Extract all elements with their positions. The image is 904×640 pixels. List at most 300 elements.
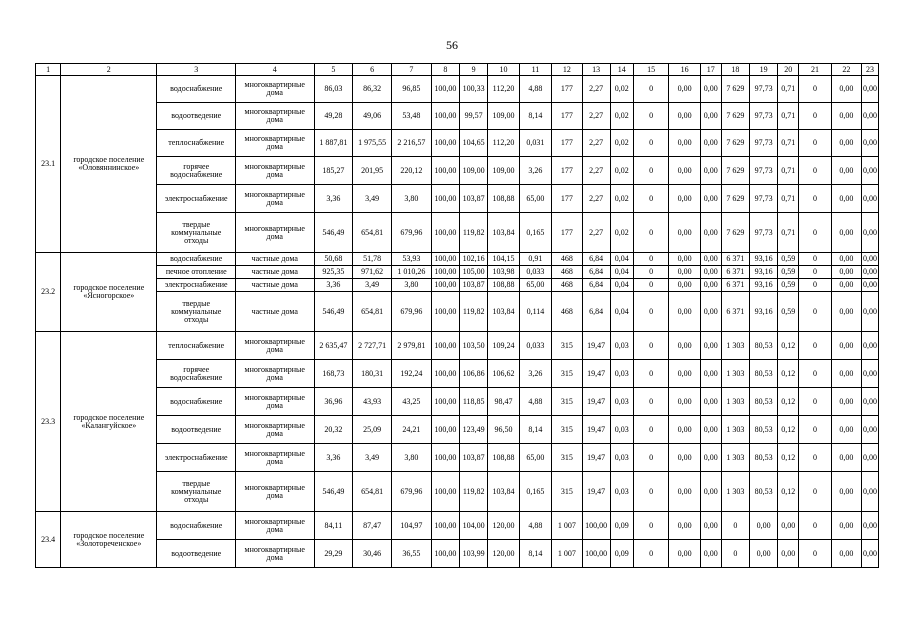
value-cell: 0,02 — [610, 213, 633, 253]
value-cell: 0,00 — [669, 292, 700, 332]
value-cell: 1 975,55 — [353, 130, 392, 157]
value-cell: 0,00 — [831, 76, 861, 103]
value-cell: 80,53 — [750, 360, 778, 388]
value-cell: 0,00 — [862, 292, 879, 332]
value-cell: 0 — [799, 185, 831, 213]
value-cell: 0,00 — [831, 292, 861, 332]
value-cell: 2 216,57 — [391, 130, 431, 157]
value-cell: 118,85 — [460, 388, 488, 416]
value-cell: 2,27 — [582, 130, 610, 157]
value-cell: 220,12 — [391, 157, 431, 185]
value-cell: 0,00 — [862, 253, 879, 266]
value-cell: 971,62 — [353, 266, 392, 279]
value-cell: 0,00 — [831, 103, 861, 130]
value-cell: 104,97 — [391, 512, 431, 540]
value-cell: 30,46 — [353, 540, 392, 568]
value-cell: 3,49 — [353, 444, 392, 472]
value-cell: 0,71 — [778, 213, 799, 253]
value-cell: 24,21 — [391, 416, 431, 444]
value-cell: 7 629 — [721, 103, 749, 130]
value-cell: 97,73 — [750, 103, 778, 130]
service-name: горячее водоснабжение — [157, 360, 236, 388]
value-cell: 84,11 — [314, 512, 353, 540]
value-cell: 0,00 — [831, 512, 861, 540]
value-cell: 65,00 — [519, 279, 551, 292]
value-cell: 53,48 — [391, 103, 431, 130]
table-row — [36, 360, 879, 388]
value-cell: 4,88 — [519, 76, 551, 103]
value-cell: 0,033 — [519, 332, 551, 360]
value-cell: 109,00 — [488, 157, 519, 185]
value-cell: 0,02 — [610, 185, 633, 213]
value-cell: 100,33 — [460, 76, 488, 103]
value-cell: 49,06 — [353, 103, 392, 130]
value-cell: 0,00 — [862, 540, 879, 568]
value-cell: 100,00 — [431, 103, 459, 130]
value-cell: 0,04 — [610, 266, 633, 279]
value-cell: 119,82 — [460, 292, 488, 332]
value-cell: 97,73 — [750, 157, 778, 185]
value-cell: 100,00 — [431, 292, 459, 332]
housing-type: многоквартирные дома — [235, 540, 314, 568]
value-cell: 3,80 — [391, 279, 431, 292]
value-cell: 654,81 — [353, 213, 392, 253]
column-number: 7 — [391, 64, 431, 76]
value-cell: 2,27 — [582, 213, 610, 253]
settlement-name: городское поселение «Калангуйское» — [61, 332, 157, 512]
value-cell: 0 — [633, 253, 669, 266]
value-cell: 0,00 — [862, 213, 879, 253]
value-cell: 1 303 — [721, 388, 749, 416]
value-cell: 19,47 — [582, 444, 610, 472]
value-cell: 0,00 — [669, 512, 700, 540]
housing-type: многоквартирные дома — [235, 444, 314, 472]
value-cell: 0,04 — [610, 292, 633, 332]
value-cell: 0,00 — [862, 388, 879, 416]
value-cell: 654,81 — [353, 472, 392, 512]
value-cell: 4,88 — [519, 388, 551, 416]
housing-type: многоквартирные дома — [235, 130, 314, 157]
value-cell: 0 — [799, 388, 831, 416]
value-cell: 0,00 — [700, 279, 721, 292]
value-cell: 468 — [552, 292, 582, 332]
value-cell: 0 — [799, 253, 831, 266]
value-cell: 0 — [633, 512, 669, 540]
value-cell: 1 887,81 — [314, 130, 353, 157]
value-cell: 0,00 — [750, 540, 778, 568]
value-cell: 19,47 — [582, 360, 610, 388]
value-cell: 36,55 — [391, 540, 431, 568]
tariff-table — [35, 63, 879, 568]
value-cell: 0 — [721, 540, 749, 568]
settlement-name: городское поселение «Оловяннинское» — [61, 76, 157, 253]
table-row — [36, 444, 879, 472]
value-cell: 0,00 — [862, 512, 879, 540]
value-cell: 100,00 — [431, 185, 459, 213]
value-cell: 100,00 — [431, 157, 459, 185]
value-cell: 0,00 — [862, 157, 879, 185]
value-cell: 0,00 — [669, 416, 700, 444]
value-cell: 0,71 — [778, 76, 799, 103]
value-cell: 105,00 — [460, 266, 488, 279]
table-row — [36, 388, 879, 416]
value-cell: 0,00 — [831, 332, 861, 360]
value-cell: 98,47 — [488, 388, 519, 416]
value-cell: 654,81 — [353, 292, 392, 332]
value-cell: 3,26 — [519, 360, 551, 388]
value-cell: 97,73 — [750, 130, 778, 157]
value-cell: 185,27 — [314, 157, 353, 185]
value-cell: 3,36 — [314, 185, 353, 213]
value-cell: 0,00 — [700, 213, 721, 253]
value-cell: 0 — [633, 292, 669, 332]
value-cell: 7 629 — [721, 185, 749, 213]
value-cell: 103,99 — [460, 540, 488, 568]
housing-type: частные дома — [235, 266, 314, 279]
service-name: водоснабжение — [157, 512, 236, 540]
value-cell: 108,88 — [488, 185, 519, 213]
service-name: твердые коммунальные отходы — [157, 472, 236, 512]
value-cell: 468 — [552, 253, 582, 266]
value-cell: 20,32 — [314, 416, 353, 444]
value-cell: 0,09 — [610, 540, 633, 568]
value-cell: 25,09 — [353, 416, 392, 444]
column-number: 3 — [157, 64, 236, 76]
value-cell: 0 — [799, 512, 831, 540]
column-number: 20 — [778, 64, 799, 76]
housing-type: частные дома — [235, 279, 314, 292]
value-cell: 2,27 — [582, 157, 610, 185]
value-cell: 0,00 — [669, 279, 700, 292]
value-cell: 192,24 — [391, 360, 431, 388]
value-cell: 1 007 — [552, 512, 582, 540]
value-cell: 100,00 — [431, 444, 459, 472]
value-cell: 100,00 — [431, 360, 459, 388]
value-cell: 7 629 — [721, 213, 749, 253]
value-cell: 0,12 — [778, 360, 799, 388]
value-cell: 106,86 — [460, 360, 488, 388]
value-cell: 168,73 — [314, 360, 353, 388]
table-row — [36, 472, 879, 512]
value-cell: 0 — [799, 292, 831, 332]
value-cell: 0,00 — [862, 360, 879, 388]
value-cell: 0 — [799, 157, 831, 185]
group-id: 23.3 — [36, 332, 61, 512]
value-cell: 0,00 — [831, 157, 861, 185]
column-number: 12 — [552, 64, 582, 76]
value-cell: 102,16 — [460, 253, 488, 266]
value-cell: 0,00 — [669, 213, 700, 253]
housing-type: многоквартирные дома — [235, 332, 314, 360]
value-cell: 108,88 — [488, 444, 519, 472]
value-cell: 177 — [552, 103, 582, 130]
housing-type: многоквартирные дома — [235, 76, 314, 103]
value-cell: 112,20 — [488, 130, 519, 157]
value-cell: 315 — [552, 388, 582, 416]
value-cell: 7 629 — [721, 130, 749, 157]
value-cell: 0 — [799, 76, 831, 103]
value-cell: 0,114 — [519, 292, 551, 332]
value-cell: 0,00 — [669, 444, 700, 472]
value-cell: 6 371 — [721, 266, 749, 279]
value-cell: 0,12 — [778, 416, 799, 444]
value-cell: 546,49 — [314, 292, 353, 332]
value-cell: 100,00 — [431, 388, 459, 416]
service-name: водоотведение — [157, 416, 236, 444]
value-cell: 0,71 — [778, 157, 799, 185]
value-cell: 0,00 — [831, 360, 861, 388]
value-cell: 0,00 — [700, 185, 721, 213]
value-cell: 0,00 — [700, 360, 721, 388]
value-cell: 0,00 — [831, 213, 861, 253]
value-cell: 86,03 — [314, 76, 353, 103]
value-cell: 0,12 — [778, 472, 799, 512]
value-cell: 0,00 — [700, 292, 721, 332]
value-cell: 0,00 — [831, 444, 861, 472]
value-cell: 0,00 — [700, 253, 721, 266]
value-cell: 100,00 — [431, 416, 459, 444]
value-cell: 103,84 — [488, 213, 519, 253]
value-cell: 80,53 — [750, 388, 778, 416]
value-cell: 0,00 — [669, 540, 700, 568]
value-cell: 2 635,47 — [314, 332, 353, 360]
value-cell: 100,00 — [431, 253, 459, 266]
value-cell: 0,00 — [700, 130, 721, 157]
housing-type: многоквартирные дома — [235, 388, 314, 416]
service-name: водоотведение — [157, 103, 236, 130]
value-cell: 0 — [799, 266, 831, 279]
value-cell: 0,00 — [669, 157, 700, 185]
housing-type: многоквартирные дома — [235, 512, 314, 540]
value-cell: 0,71 — [778, 185, 799, 213]
value-cell: 19,47 — [582, 388, 610, 416]
service-name: теплоснабжение — [157, 332, 236, 360]
value-cell: 0 — [799, 416, 831, 444]
value-cell: 3,80 — [391, 185, 431, 213]
value-cell: 6 371 — [721, 279, 749, 292]
value-cell: 0,033 — [519, 266, 551, 279]
column-number: 2 — [61, 64, 157, 76]
value-cell: 0,00 — [862, 103, 879, 130]
value-cell: 0,03 — [610, 332, 633, 360]
value-cell: 53,93 — [391, 253, 431, 266]
value-cell: 3,80 — [391, 444, 431, 472]
value-cell: 177 — [552, 130, 582, 157]
value-cell: 0,12 — [778, 332, 799, 360]
housing-type: многоквартирные дома — [235, 360, 314, 388]
value-cell: 96,85 — [391, 76, 431, 103]
value-cell: 97,73 — [750, 213, 778, 253]
value-cell: 100,00 — [431, 130, 459, 157]
value-cell: 468 — [552, 279, 582, 292]
value-cell: 50,68 — [314, 253, 353, 266]
value-cell: 49,28 — [314, 103, 353, 130]
service-name: теплоснабжение — [157, 130, 236, 157]
value-cell: 0,00 — [831, 388, 861, 416]
value-cell: 2,27 — [582, 76, 610, 103]
column-number: 14 — [610, 64, 633, 76]
value-cell: 177 — [552, 213, 582, 253]
column-number: 10 — [488, 64, 519, 76]
value-cell: 6 371 — [721, 292, 749, 332]
table-row — [36, 332, 879, 360]
housing-type: частные дома — [235, 253, 314, 266]
value-cell: 0,71 — [778, 130, 799, 157]
table-row — [36, 512, 879, 540]
column-number: 5 — [314, 64, 353, 76]
value-cell: 3,49 — [353, 279, 392, 292]
value-cell: 0,59 — [778, 292, 799, 332]
value-cell: 1 303 — [721, 332, 749, 360]
housing-type: частные дома — [235, 292, 314, 332]
value-cell: 0,91 — [519, 253, 551, 266]
value-cell: 0,00 — [862, 76, 879, 103]
value-cell: 103,50 — [460, 332, 488, 360]
value-cell: 0,00 — [831, 185, 861, 213]
value-cell: 0 — [799, 279, 831, 292]
table-row — [36, 76, 879, 103]
value-cell: 104,00 — [460, 512, 488, 540]
value-cell: 0,00 — [862, 444, 879, 472]
value-cell: 0 — [799, 103, 831, 130]
column-number: 13 — [582, 64, 610, 76]
value-cell: 0,00 — [669, 130, 700, 157]
value-cell: 0,00 — [778, 512, 799, 540]
table-row — [36, 416, 879, 444]
value-cell: 65,00 — [519, 444, 551, 472]
service-name: водоотведение — [157, 540, 236, 568]
table-row — [36, 185, 879, 213]
value-cell: 2 727,71 — [353, 332, 392, 360]
value-cell: 925,35 — [314, 266, 353, 279]
value-cell: 100,00 — [431, 76, 459, 103]
value-cell: 6,84 — [582, 253, 610, 266]
value-cell: 93,16 — [750, 266, 778, 279]
value-cell: 0,59 — [778, 279, 799, 292]
value-cell: 103,98 — [488, 266, 519, 279]
value-cell: 103,84 — [488, 472, 519, 512]
column-number: 11 — [519, 64, 551, 76]
value-cell: 100,00 — [431, 472, 459, 512]
value-cell: 0 — [799, 540, 831, 568]
value-cell: 93,16 — [750, 279, 778, 292]
value-cell: 0 — [633, 213, 669, 253]
value-cell: 0,00 — [862, 266, 879, 279]
housing-type: многоквартирные дома — [235, 472, 314, 512]
value-cell: 19,47 — [582, 416, 610, 444]
value-cell: 0 — [633, 360, 669, 388]
column-number: 16 — [669, 64, 700, 76]
value-cell: 36,96 — [314, 388, 353, 416]
value-cell: 1 010,26 — [391, 266, 431, 279]
value-cell: 0,00 — [862, 472, 879, 512]
value-cell: 0,00 — [669, 185, 700, 213]
value-cell: 93,16 — [750, 292, 778, 332]
value-cell: 0,00 — [700, 103, 721, 130]
value-cell: 80,53 — [750, 444, 778, 472]
table-row — [36, 253, 879, 266]
service-name: электроснабжение — [157, 185, 236, 213]
value-cell: 1 303 — [721, 472, 749, 512]
value-cell: 0,00 — [700, 444, 721, 472]
value-cell: 8,14 — [519, 416, 551, 444]
value-cell: 679,96 — [391, 213, 431, 253]
value-cell: 0,71 — [778, 103, 799, 130]
value-cell: 19,47 — [582, 472, 610, 512]
value-cell: 96,50 — [488, 416, 519, 444]
service-name: водоснабжение — [157, 253, 236, 266]
value-cell: 679,96 — [391, 472, 431, 512]
value-cell: 0,00 — [831, 130, 861, 157]
service-name: твердые коммунальные отходы — [157, 292, 236, 332]
page-number: 56 — [446, 38, 458, 52]
value-cell: 100,00 — [431, 266, 459, 279]
value-cell: 0,02 — [610, 157, 633, 185]
value-cell: 43,93 — [353, 388, 392, 416]
settlement-name: городское поселение «Ясногорское» — [61, 253, 157, 332]
value-cell: 0,00 — [669, 332, 700, 360]
value-cell: 103,87 — [460, 279, 488, 292]
value-cell: 0,00 — [862, 332, 879, 360]
value-cell: 0,00 — [700, 512, 721, 540]
value-cell: 87,47 — [353, 512, 392, 540]
column-number: 18 — [721, 64, 749, 76]
value-cell: 97,73 — [750, 185, 778, 213]
value-cell: 29,29 — [314, 540, 353, 568]
value-cell: 0,00 — [669, 388, 700, 416]
column-number: 19 — [750, 64, 778, 76]
table-row — [36, 130, 879, 157]
value-cell: 80,53 — [750, 416, 778, 444]
value-cell: 123,49 — [460, 416, 488, 444]
value-cell: 7 629 — [721, 157, 749, 185]
service-name: водоснабжение — [157, 76, 236, 103]
value-cell: 106,62 — [488, 360, 519, 388]
group-id: 23.2 — [36, 253, 61, 332]
table-row — [36, 103, 879, 130]
value-cell: 2,27 — [582, 103, 610, 130]
value-cell: 546,49 — [314, 213, 353, 253]
housing-type: многоквартирные дома — [235, 185, 314, 213]
value-cell: 6,84 — [582, 279, 610, 292]
value-cell: 6 371 — [721, 253, 749, 266]
value-cell: 3,26 — [519, 157, 551, 185]
value-cell: 8,14 — [519, 103, 551, 130]
value-cell: 0,165 — [519, 472, 551, 512]
column-number: 1 — [36, 64, 61, 76]
value-cell: 100,00 — [582, 512, 610, 540]
value-cell: 0,00 — [669, 76, 700, 103]
value-cell: 177 — [552, 76, 582, 103]
value-cell: 177 — [552, 157, 582, 185]
column-number-row — [36, 64, 879, 76]
value-cell: 201,95 — [353, 157, 392, 185]
table-row — [36, 157, 879, 185]
value-cell: 0 — [633, 103, 669, 130]
column-number: 23 — [862, 64, 879, 76]
value-cell: 0,00 — [700, 472, 721, 512]
value-cell: 0,03 — [610, 416, 633, 444]
value-cell: 0,031 — [519, 130, 551, 157]
value-cell: 0 — [633, 416, 669, 444]
value-cell: 103,87 — [460, 444, 488, 472]
value-cell: 1 303 — [721, 444, 749, 472]
value-cell: 0,00 — [831, 472, 861, 512]
value-cell: 0,00 — [700, 416, 721, 444]
value-cell: 0,00 — [831, 540, 861, 568]
column-number: 4 — [235, 64, 314, 76]
table-row — [36, 266, 879, 279]
